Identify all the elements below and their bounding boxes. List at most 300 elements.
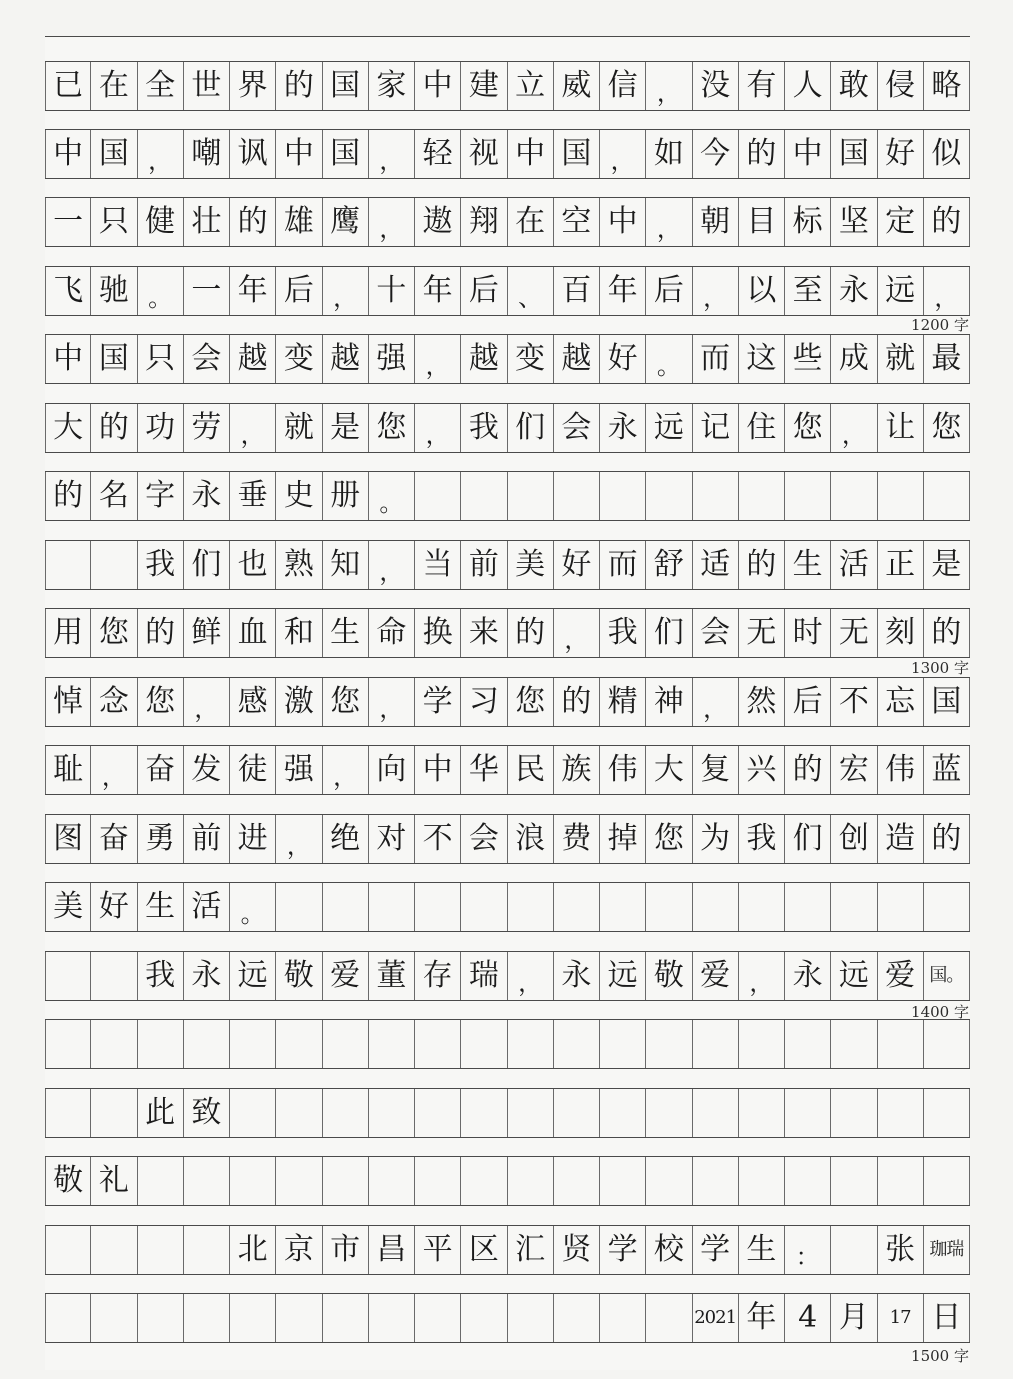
grid-cell bbox=[461, 1020, 507, 1068]
grid-cell bbox=[415, 1157, 461, 1205]
grid-cell: 年 bbox=[739, 1294, 785, 1342]
grid-cell: ， bbox=[276, 815, 322, 863]
grid-cell bbox=[600, 472, 646, 520]
grid-cell: 越 bbox=[230, 335, 276, 383]
grid-cell: 的 bbox=[276, 62, 322, 110]
grid-cell: 美 bbox=[508, 541, 554, 589]
grid-cell bbox=[276, 1020, 322, 1068]
grid-cell: 校 bbox=[646, 1226, 692, 1274]
grid-cell: 族 bbox=[554, 746, 600, 794]
grid-cell: 命 bbox=[369, 609, 415, 657]
grid-cell bbox=[415, 883, 461, 931]
grid-cell bbox=[91, 1020, 137, 1068]
grid-cell: 嘲 bbox=[184, 130, 230, 178]
grid-cell: 。 bbox=[646, 335, 692, 383]
grid-cell bbox=[91, 1089, 137, 1137]
grid-cell: ， bbox=[138, 130, 184, 178]
grid-cell: 后 bbox=[461, 267, 507, 315]
grid-cell bbox=[554, 1020, 600, 1068]
grid-cell bbox=[45, 1020, 91, 1068]
grid-cell: 爱 bbox=[693, 952, 739, 1000]
grid-cell: 在 bbox=[508, 198, 554, 246]
grid-cell bbox=[831, 1089, 877, 1137]
grid-cell: 史 bbox=[276, 472, 322, 520]
grid-cell: 珈瑞 bbox=[924, 1226, 970, 1274]
grid-cell bbox=[878, 1157, 924, 1205]
grid-row bbox=[45, 745, 970, 795]
grid-cell bbox=[45, 1226, 91, 1274]
grid-cell: 我 bbox=[739, 815, 785, 863]
grid-cell bbox=[646, 472, 692, 520]
word-count-1400: 1400 字 bbox=[911, 1003, 969, 1021]
grid-cell bbox=[831, 1157, 877, 1205]
grid-cell: ， bbox=[415, 404, 461, 452]
grid-cell bbox=[461, 1294, 507, 1342]
grid-cell: 宏 bbox=[831, 746, 877, 794]
grid-cell: 日 bbox=[924, 1294, 970, 1342]
grid-cell bbox=[91, 952, 137, 1000]
grid-cell: ， bbox=[369, 541, 415, 589]
grid-cell bbox=[739, 1020, 785, 1068]
grid-row bbox=[45, 403, 970, 453]
grid-cell: 瑞 bbox=[461, 952, 507, 1000]
grid-cell: 您 bbox=[785, 404, 831, 452]
grid-cell: 我 bbox=[138, 541, 184, 589]
grid-cell: ， bbox=[323, 267, 369, 315]
grid-cell: 。 bbox=[230, 883, 276, 931]
grid-cell: 没 bbox=[693, 62, 739, 110]
grid-cell: 而 bbox=[600, 541, 646, 589]
grid-cell bbox=[554, 1294, 600, 1342]
grid-cell bbox=[369, 1020, 415, 1068]
grid-cell: 略 bbox=[924, 62, 970, 110]
grid-cell: 大 bbox=[646, 746, 692, 794]
grid-cell: 生 bbox=[323, 609, 369, 657]
grid-cell bbox=[276, 1089, 322, 1137]
grid-cell bbox=[138, 1294, 184, 1342]
grid-cell bbox=[554, 1089, 600, 1137]
grid-cell: 国 bbox=[91, 130, 137, 178]
grid-cell: 轻 bbox=[415, 130, 461, 178]
grid-cell bbox=[508, 1157, 554, 1205]
grid-cell: 血 bbox=[230, 609, 276, 657]
grid-cell: 激 bbox=[276, 678, 322, 726]
grid-row bbox=[45, 129, 970, 179]
grid-cell bbox=[739, 1157, 785, 1205]
grid-cell: 礼 bbox=[91, 1157, 137, 1205]
grid-cell: 们 bbox=[508, 404, 554, 452]
grid-cell: 远 bbox=[646, 404, 692, 452]
grid-cell: 名 bbox=[91, 472, 137, 520]
grid-cell: 变 bbox=[508, 335, 554, 383]
grid-cell: 远 bbox=[230, 952, 276, 1000]
grid-cell: ， bbox=[415, 335, 461, 383]
grid-cell: 会 bbox=[461, 815, 507, 863]
grid-cell: 前 bbox=[184, 815, 230, 863]
grid-cell: 是 bbox=[924, 541, 970, 589]
grid-cell: 国。 bbox=[924, 952, 970, 1000]
grid-cell: 大 bbox=[45, 404, 91, 452]
grid-cell: 董 bbox=[369, 952, 415, 1000]
grid-cell bbox=[369, 1089, 415, 1137]
grid-cell: 家 bbox=[369, 62, 415, 110]
grid-cell: 的 bbox=[554, 678, 600, 726]
grid-cell: 会 bbox=[184, 335, 230, 383]
grid-cell: 年 bbox=[600, 267, 646, 315]
grid-cell: 鲜 bbox=[184, 609, 230, 657]
grid-cell: ， bbox=[646, 198, 692, 246]
grid-cell: 界 bbox=[230, 62, 276, 110]
grid-cell: 的 bbox=[45, 472, 91, 520]
grid-cell bbox=[739, 883, 785, 931]
grid-cell bbox=[276, 1157, 322, 1205]
grid-cell: 学 bbox=[693, 1226, 739, 1274]
grid-cell: 舒 bbox=[646, 541, 692, 589]
grid-cell: 壮 bbox=[184, 198, 230, 246]
grid-cell: 以 bbox=[739, 267, 785, 315]
grid-cell: 此 bbox=[138, 1089, 184, 1137]
grid-cell: 们 bbox=[785, 815, 831, 863]
grid-cell bbox=[508, 883, 554, 931]
grid-cell: 中 bbox=[508, 130, 554, 178]
grid-cell: ， bbox=[739, 952, 785, 1000]
grid-cell: 垂 bbox=[230, 472, 276, 520]
grid-cell: 翔 bbox=[461, 198, 507, 246]
grid-cell: 您 bbox=[323, 678, 369, 726]
grid-cell: 复 bbox=[693, 746, 739, 794]
grid-cell bbox=[924, 883, 970, 931]
grid-cell: 中 bbox=[415, 746, 461, 794]
grid-cell: 昌 bbox=[369, 1226, 415, 1274]
grid-cell: 好 bbox=[554, 541, 600, 589]
grid-cell bbox=[508, 1294, 554, 1342]
grid-cell: 就 bbox=[276, 404, 322, 452]
grid-cell: 们 bbox=[646, 609, 692, 657]
grid-cell: 会 bbox=[554, 404, 600, 452]
grid-cell: ： bbox=[785, 1226, 831, 1274]
grid-cell: 我 bbox=[600, 609, 646, 657]
grid-cell: 不 bbox=[415, 815, 461, 863]
grid-cell bbox=[693, 1020, 739, 1068]
grid-cell: 中 bbox=[45, 335, 91, 383]
grid-cell bbox=[184, 1157, 230, 1205]
grid-cell: 您 bbox=[369, 404, 415, 452]
grid-cell: 国 bbox=[924, 678, 970, 726]
grid-cell: 人 bbox=[785, 62, 831, 110]
grid-cell bbox=[323, 1294, 369, 1342]
grid-cell: 月 bbox=[831, 1294, 877, 1342]
grid-cell: 中 bbox=[276, 130, 322, 178]
grid-cell: 记 bbox=[693, 404, 739, 452]
grid-cell bbox=[184, 1294, 230, 1342]
grid-cell: 也 bbox=[230, 541, 276, 589]
grid-cell bbox=[785, 1020, 831, 1068]
grid-cell: 爱 bbox=[323, 952, 369, 1000]
grid-cell: 习 bbox=[461, 678, 507, 726]
grid-cell bbox=[138, 1226, 184, 1274]
grid-cell: ， bbox=[693, 267, 739, 315]
grid-cell: ， bbox=[600, 130, 646, 178]
grid-cell: 在 bbox=[91, 62, 137, 110]
grid-cell: ， bbox=[646, 62, 692, 110]
grid-cell: 目 bbox=[739, 198, 785, 246]
grid-cell: 刻 bbox=[878, 609, 924, 657]
grid-cell: 永 bbox=[184, 952, 230, 1000]
grid-cell: 好 bbox=[600, 335, 646, 383]
grid-row bbox=[45, 677, 970, 727]
grid-cell: ， bbox=[554, 609, 600, 657]
grid-cell bbox=[369, 1294, 415, 1342]
grid-cell: 全 bbox=[138, 62, 184, 110]
grid-cell: ， bbox=[924, 267, 970, 315]
grid-cell: 绝 bbox=[323, 815, 369, 863]
grid-cell: 敬 bbox=[276, 952, 322, 1000]
grid-cell: 驰 bbox=[91, 267, 137, 315]
grid-cell bbox=[508, 1089, 554, 1137]
grid-cell bbox=[739, 1089, 785, 1137]
grid-cell bbox=[831, 883, 877, 931]
grid-cell bbox=[323, 1157, 369, 1205]
grid-cell bbox=[831, 1020, 877, 1068]
grid-cell: 远 bbox=[878, 267, 924, 315]
grid-row bbox=[45, 882, 970, 932]
grid-cell bbox=[461, 472, 507, 520]
grid-row bbox=[45, 334, 970, 384]
grid-row bbox=[45, 814, 970, 864]
grid-cell: 年 bbox=[415, 267, 461, 315]
grid-cell: 中 bbox=[45, 130, 91, 178]
grid-cell: 勇 bbox=[138, 815, 184, 863]
grid-cell: 您 bbox=[508, 678, 554, 726]
grid-cell bbox=[785, 883, 831, 931]
grid-cell bbox=[878, 1020, 924, 1068]
grid-cell: 精 bbox=[600, 678, 646, 726]
grid-cell: 健 bbox=[138, 198, 184, 246]
grid-cell bbox=[276, 1294, 322, 1342]
grid-cell: 生 bbox=[785, 541, 831, 589]
grid-cell bbox=[91, 1294, 137, 1342]
grid-cell: 十 bbox=[369, 267, 415, 315]
grid-cell bbox=[323, 1020, 369, 1068]
grid-cell: ， bbox=[369, 678, 415, 726]
grid-cell: 遨 bbox=[415, 198, 461, 246]
grid-cell: 信 bbox=[600, 62, 646, 110]
grid-cell bbox=[924, 1020, 970, 1068]
grid-cell: ， bbox=[508, 952, 554, 1000]
grid-row bbox=[45, 61, 970, 111]
grid-cell bbox=[230, 1020, 276, 1068]
grid-cell: 永 bbox=[600, 404, 646, 452]
word-count-1500: 1500 字 bbox=[911, 1347, 969, 1365]
top-rule bbox=[45, 36, 970, 37]
grid-cell: 远 bbox=[600, 952, 646, 1000]
grid-cell: 的 bbox=[138, 609, 184, 657]
grid-cell: 的 bbox=[230, 198, 276, 246]
grid-cell bbox=[230, 1089, 276, 1137]
grid-cell: 鹰 bbox=[323, 198, 369, 246]
grid-cell: 时 bbox=[785, 609, 831, 657]
grid-cell: 永 bbox=[554, 952, 600, 1000]
grid-cell bbox=[461, 883, 507, 931]
grid-cell: 您 bbox=[924, 404, 970, 452]
grid-cell bbox=[924, 1089, 970, 1137]
grid-cell: 视 bbox=[461, 130, 507, 178]
grid-cell: 念 bbox=[91, 678, 137, 726]
grid-cell bbox=[554, 1157, 600, 1205]
grid-cell: 些 bbox=[785, 335, 831, 383]
grid-cell: 似 bbox=[924, 130, 970, 178]
grid-cell: 雄 bbox=[276, 198, 322, 246]
grid-cell: 的 bbox=[508, 609, 554, 657]
grid-cell: 兴 bbox=[739, 746, 785, 794]
grid-cell bbox=[924, 472, 970, 520]
grid-cell: 2021 bbox=[693, 1294, 739, 1342]
grid-row bbox=[45, 540, 970, 590]
grid-cell: 张 bbox=[878, 1226, 924, 1274]
grid-cell bbox=[461, 1089, 507, 1137]
grid-cell: 民 bbox=[508, 746, 554, 794]
grid-cell: 北 bbox=[230, 1226, 276, 1274]
grid-cell: 京 bbox=[276, 1226, 322, 1274]
grid-cell: 为 bbox=[693, 815, 739, 863]
word-count-1200: 1200 字 bbox=[911, 316, 969, 334]
grid-cell: 生 bbox=[739, 1226, 785, 1274]
grid-cell: 字 bbox=[138, 472, 184, 520]
grid-cell bbox=[184, 1226, 230, 1274]
grid-cell: 建 bbox=[461, 62, 507, 110]
grid-cell: 标 bbox=[785, 198, 831, 246]
grid-cell: 朝 bbox=[693, 198, 739, 246]
grid-cell: 空 bbox=[554, 198, 600, 246]
grid-cell: 图 bbox=[45, 815, 91, 863]
grid-cell: 中 bbox=[600, 198, 646, 246]
grid-cell: 中 bbox=[785, 130, 831, 178]
grid-cell: 变 bbox=[276, 335, 322, 383]
grid-cell: 世 bbox=[184, 62, 230, 110]
grid-cell: 来 bbox=[461, 609, 507, 657]
grid-cell: 好 bbox=[878, 130, 924, 178]
grid-cell: 徒 bbox=[230, 746, 276, 794]
grid-cell bbox=[91, 541, 137, 589]
grid-cell bbox=[415, 1089, 461, 1137]
grid-cell: 的 bbox=[924, 198, 970, 246]
grid-cell bbox=[184, 1020, 230, 1068]
grid-cell bbox=[646, 1157, 692, 1205]
grid-cell bbox=[508, 1020, 554, 1068]
grid-cell: 讽 bbox=[230, 130, 276, 178]
grid-cell bbox=[878, 472, 924, 520]
grid-cell: 已 bbox=[45, 62, 91, 110]
grid-row bbox=[45, 1225, 970, 1275]
grid-cell bbox=[693, 1157, 739, 1205]
grid-cell: 伟 bbox=[878, 746, 924, 794]
grid-cell: 远 bbox=[831, 952, 877, 1000]
grid-cell: 神 bbox=[646, 678, 692, 726]
word-count-1300: 1300 字 bbox=[911, 659, 969, 677]
grid-cell bbox=[508, 472, 554, 520]
grid-row bbox=[45, 608, 970, 658]
grid-cell: 17 bbox=[878, 1294, 924, 1342]
grid-cell: 用 bbox=[45, 609, 91, 657]
grid-cell bbox=[554, 883, 600, 931]
grid-cell bbox=[878, 883, 924, 931]
grid-cell: 发 bbox=[184, 746, 230, 794]
grid-cell: 威 bbox=[554, 62, 600, 110]
grid-cell: 造 bbox=[878, 815, 924, 863]
grid-cell: 强 bbox=[369, 335, 415, 383]
grid-cell: 活 bbox=[184, 883, 230, 931]
grid-cell: 生 bbox=[138, 883, 184, 931]
grid-cell: 存 bbox=[415, 952, 461, 1000]
grid-cell: 平 bbox=[415, 1226, 461, 1274]
grid-cell bbox=[323, 1089, 369, 1137]
grid-cell: 学 bbox=[600, 1226, 646, 1274]
grid-cell: 成 bbox=[831, 335, 877, 383]
grid-cell: 4 bbox=[785, 1294, 831, 1342]
grid-cell bbox=[693, 1089, 739, 1137]
grid-cell bbox=[646, 1020, 692, 1068]
grid-cell bbox=[415, 1020, 461, 1068]
grid-cell: 的 bbox=[785, 746, 831, 794]
grid-cell: 而 bbox=[693, 335, 739, 383]
grid-cell: 对 bbox=[369, 815, 415, 863]
grid-cell: 们 bbox=[184, 541, 230, 589]
grid-cell bbox=[924, 1157, 970, 1205]
grid-cell: 前 bbox=[461, 541, 507, 589]
grid-cell bbox=[693, 883, 739, 931]
grid-cell: 定 bbox=[878, 198, 924, 246]
grid-cell bbox=[600, 1157, 646, 1205]
grid-cell: 侵 bbox=[878, 62, 924, 110]
grid-cell: 奋 bbox=[138, 746, 184, 794]
grid-cell: 爱 bbox=[878, 952, 924, 1000]
grid-cell: 创 bbox=[831, 815, 877, 863]
grid-cell: 。 bbox=[369, 472, 415, 520]
grid-cell: 不 bbox=[831, 678, 877, 726]
grid-cell bbox=[878, 1089, 924, 1137]
grid-cell: 伟 bbox=[600, 746, 646, 794]
grid-cell: 今 bbox=[693, 130, 739, 178]
grid-cell: 忘 bbox=[878, 678, 924, 726]
grid-cell: 换 bbox=[415, 609, 461, 657]
grid-cell: ， bbox=[230, 404, 276, 452]
grid-cell bbox=[600, 1020, 646, 1068]
grid-cell bbox=[785, 1089, 831, 1137]
grid-cell: 越 bbox=[461, 335, 507, 383]
grid-cell: 国 bbox=[91, 335, 137, 383]
grid-cell: 无 bbox=[739, 609, 785, 657]
grid-cell: 这 bbox=[739, 335, 785, 383]
grid-cell: 如 bbox=[646, 130, 692, 178]
grid-cell bbox=[415, 472, 461, 520]
grid-cell: 国 bbox=[831, 130, 877, 178]
grid-cell: 国 bbox=[323, 130, 369, 178]
grid-cell: ， bbox=[693, 678, 739, 726]
grid-cell bbox=[45, 1294, 91, 1342]
grid-cell: 至 bbox=[785, 267, 831, 315]
grid-cell: 百 bbox=[554, 267, 600, 315]
grid-cell: 奋 bbox=[91, 815, 137, 863]
grid-cell: 活 bbox=[831, 541, 877, 589]
grid-cell: 国 bbox=[323, 62, 369, 110]
grid-cell: 一 bbox=[45, 198, 91, 246]
grid-cell: 国 bbox=[554, 130, 600, 178]
grid-cell: 的 bbox=[924, 609, 970, 657]
grid-cell bbox=[369, 1157, 415, 1205]
grid-cell: 有 bbox=[739, 62, 785, 110]
grid-cell bbox=[45, 1089, 91, 1137]
grid-cell: 一 bbox=[184, 267, 230, 315]
